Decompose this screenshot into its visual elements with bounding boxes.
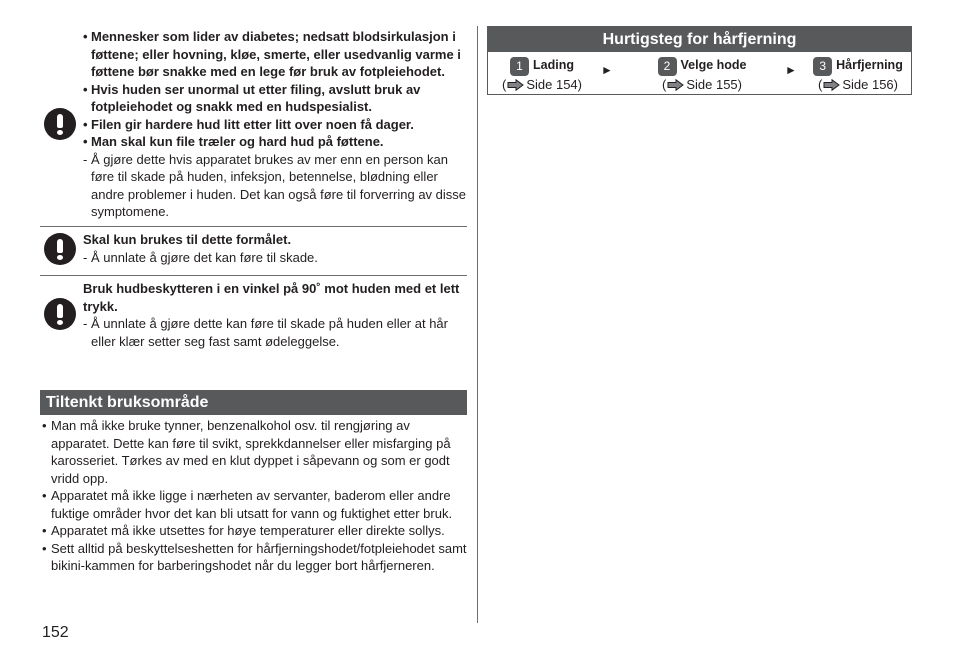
intended-use-section xyxy=(40,390,467,575)
list-item: • Apparatet må ikke utsettes for høye temperaturer eller direkte sollys. xyxy=(42,523,445,538)
intended-use-list xyxy=(40,415,467,575)
step-arrow-icon: ► xyxy=(785,63,797,77)
section-title: Tiltenkt bruksområde xyxy=(40,390,467,415)
step-page-reference[interactable]: ( Side 156 ) xyxy=(817,77,898,92)
exclamation-circle-icon xyxy=(44,108,76,140)
exclamation-circle-icon xyxy=(44,298,76,330)
left-column xyxy=(40,28,467,575)
warning-item: • Mennesker som lider av diabetes; nedsatt blodsirkulasjon i føttene; eller hovning, kløe, smerte, eller usedvanlig varme i føttene bør snakke med en lege før bruk av fotpleiehodet. xyxy=(83,29,461,79)
exclamation-circle-icon xyxy=(44,233,76,265)
quick-steps-row xyxy=(488,52,911,94)
quick-step-hair-removal xyxy=(808,55,908,93)
warning-item: • Filen gir hardere hud litt etter litt over noen få dager. xyxy=(83,116,414,132)
warning-consequence: - Å gjøre dette hvis apparatet brukes av mer enn en person kan føre til skade på huden, infeksjon, betennelse, blødning eller andre problemer i huden. Det kan også føre til forverring av disse symptomene. xyxy=(83,151,467,219)
quick-step-charging xyxy=(500,55,584,93)
warning-consequence: - Å unnlate å gjøre dette kan føre til skade på huden eller at hår eller klær setter seg fast samt ødeleggelse. xyxy=(83,316,448,349)
warning-item: • Man skal kun file træler og hard hud på føttene. xyxy=(83,134,384,149)
quick-step-select-head xyxy=(652,55,752,93)
step-label: Velge hode xyxy=(680,58,747,73)
column-divider xyxy=(477,26,478,623)
step-label: Lading xyxy=(533,58,574,73)
page-reference-arrow-icon xyxy=(667,79,684,91)
warning-consequence: - Å unnlate å gjøre det kan føre til skade. xyxy=(83,249,318,265)
list-item: • Man må ikke bruke tynner, benzenalkohol osv. til rengjøring av apparatet. Dette kan føre til svikt, sprekkdannelser eller misfarging på karosseriet. Tørkes av med en klut dyppet i såpevann og som er godt vridd opp. xyxy=(42,418,451,486)
page-reference-arrow-icon xyxy=(823,79,840,91)
step-page-reference[interactable]: ( Side 155 ) xyxy=(661,77,742,92)
step-arrow-icon: ► xyxy=(601,63,613,77)
warning-heading: Skal kun brukes til dette formålet. xyxy=(83,232,292,247)
list-item: • Sett alltid på beskyttelseshetten for hårfjerningshodet/fotpleiehodet samt bikini-kammen for barberingshodet når du legger bort hårfjerneren. xyxy=(42,540,467,573)
warning-block-diabetes xyxy=(40,28,467,226)
warning-heading: Bruk hudbeskytteren i en vinkel på 90˚ mot huden med et lett trykk. xyxy=(83,281,460,314)
warning-item: • Hvis huden ser unormal ut etter filing, avslutt bruk av fotpleiehodet og snakk med en hudspesialist. xyxy=(83,81,421,114)
step-label: Hårfjerning xyxy=(836,58,903,73)
right-column xyxy=(487,26,912,95)
quick-steps-box xyxy=(487,26,912,95)
list-item: • Apparatet må ikke ligge i nærheten av servanter, baderom eller andre fuktige områder hvor det kan bli utsatt for vann og fuktighet etter bruk. xyxy=(42,488,453,521)
step-number-badge: 3 xyxy=(813,57,832,76)
step-page-reference[interactable]: ( Side 154 ) xyxy=(501,77,582,92)
quick-steps-title: Hurtigsteg for hårfjerning xyxy=(488,27,911,52)
warning-block-angle xyxy=(40,276,467,360)
page-reference-arrow-icon xyxy=(507,79,524,91)
warning-block-purpose xyxy=(40,227,467,275)
step-number-badge: 1 xyxy=(510,57,529,76)
step-number-badge: 2 xyxy=(658,57,677,76)
page-number: 152 xyxy=(42,624,69,641)
